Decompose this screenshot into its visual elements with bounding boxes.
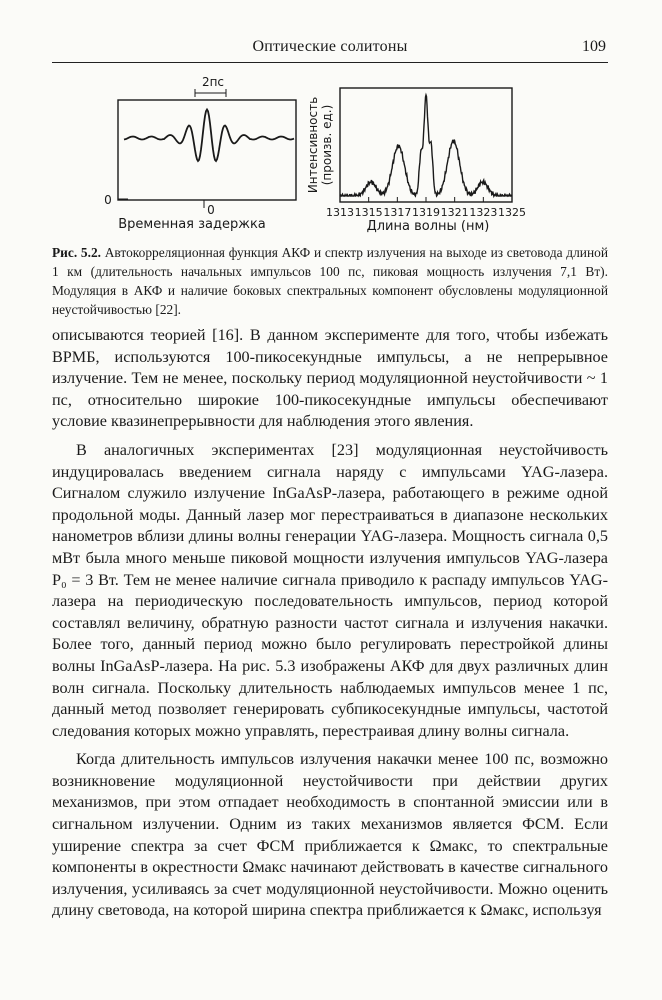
running-head [52,36,608,63]
spectrum-y-label-2: (произв. ед.) [320,104,334,186]
spectrum-x-label: Длина волны (нм) [366,219,490,234]
body-text [52,325,608,929]
page-number: 109 [582,38,606,55]
spectrum-ticks [326,197,526,219]
spectrum-curve [340,95,512,196]
spectrum-tick-label: 1319 [412,206,440,219]
acf-zero-y-label: 0 [104,193,112,207]
spectrum-tick-label: 1313 [326,206,354,219]
spectrum-tick-label: 1317 [383,206,412,219]
spectrum-tick-label: 1315 [354,206,383,219]
spectrum-y-label-1: Интенсивность [306,96,320,194]
spectrum-tick-label: 1325 [498,206,526,219]
acf-curve [124,110,294,162]
figure-caption [52,243,608,319]
running-title: Оптические солитоны [252,38,408,55]
paragraph: Когда длительность импульсов излучения накачки менее 100 пс, возможно возникновение модуляционной неустойчивости при действии других механизмов, при этом отпадает необходимость в спонтанной эмиссии или в сигнальном излучении. Одним из таких механизмов является ФСМ. Если уширение спектра за счет ФСМ приближается к Ωмакс, то спектральные компоненты в окрестности Ωмакс начинают действовать в качестве сигнального излучения, усиливаясь за счет модуляционной неустойчивости. Можно оценить длину световода, на которой ширина спектра приближается к Ωмакс, используя [52,750,608,920]
acf-scale-label: 2пс [201,75,225,89]
caption-label: Рис. 5.2. [52,245,102,260]
acf-frame [118,100,296,200]
caption-text: Автокорреляционная функция АКФ и спектр излучения на выходе из световода длиной 1 км (длительность начальных импульсов 100 пс, пиковая мощность излучения 7,1 Вт). Модуляция в АКФ и наличие боковых спектральных компонент обусловлены модуляционной неустойчивостью [22]. [52,245,608,317]
paragraph: В аналогичных экспериментах [23] модуляционная неустойчивость индуцировалась введением сигнала наряду с импульсами YAG-лазера. Сигналом служило излучение InGaAsP-лазера, работающего в режиме одной продольной моды. Данный лазер мог перестраиваться в диапазоне нескольких нанометров вблизи длины волны генерации YAG-лазера. Мощность сигнала 0,5 мВт была много меньше пиковой мощности излучения импульсов YAG-лазера P₀ = 3 Вт. Тем не менее наличие сигнала приводило к распаду импульсов YAG-лазера на периодическую последовательность импульсов, период которой составлял величину, обратную разности частот сигнала и излучения накачки. Более того, данный период можно было регулировать перестройкой длины волны InGaAsP-лазера. На рис. 5.3 изображены АКФ для двух различных длин волн сигнала. Поскольку длительность наблюдаемых импульсов менее 1 пс, данный метод позволяет генерировать субпикосекундные импульсы, частотой следования которых можно управлять, перестраивая длину волны сигнала. [52,440,608,740]
acf-plot [104,75,296,232]
acf-zero-x-label: 0 [207,203,215,217]
figure-svg [0,70,662,240]
spectrum-tick-label: 1321 [440,206,469,219]
acf-x-label: Временная задержка [118,217,266,232]
figure-5-2 [0,70,662,240]
spectrum-tick-label: 1323 [469,206,498,219]
paragraph: описываются теорией [16]. В данном эксперименте для того, чтобы избежать ВРМБ, используются 100-пикосекундные импульсы, а не непрерывное излучение. Тем не менее, поскольку период модуляционной неустойчивости ~ 1 пс, относительно широкие 100-пикосекундные импульсы обеспечивают условие квазинепрерывности для наблюдения этого явления. [52,326,608,431]
spectrum-plot [306,88,526,234]
